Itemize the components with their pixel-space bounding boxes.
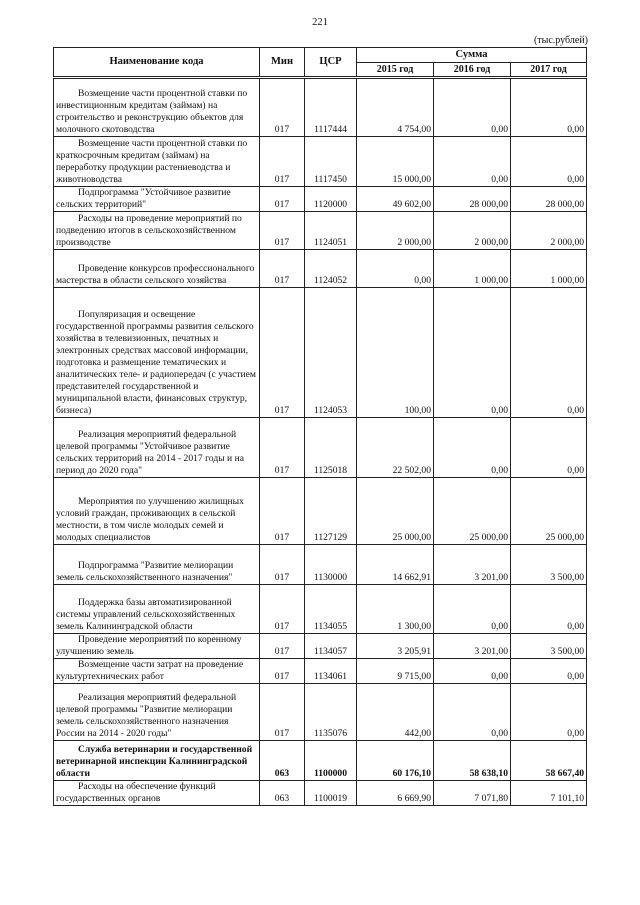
header-csr: ЦСР xyxy=(305,48,357,78)
row-name xyxy=(54,741,260,781)
row-csr-code: 1124051 xyxy=(305,212,357,250)
table-row xyxy=(54,545,587,585)
row-sum-2016: 25 000,00 xyxy=(434,478,511,545)
row-sum-2017: 0,00 xyxy=(511,137,587,187)
row-sum-2017: 2 000,00 xyxy=(511,212,587,250)
table-row xyxy=(54,585,587,634)
row-sum-2015: 2 000,00 xyxy=(357,212,434,250)
row-name-text: Проведение мероприятий по коренному улучшению земель xyxy=(56,634,242,657)
row-name-text: Подпрограмма "Устойчивое развитие сельских территорий" xyxy=(56,187,231,210)
row-csr-code: 1117450 xyxy=(305,137,357,187)
budget-table xyxy=(53,47,587,806)
header-year-2016: 2016 год xyxy=(434,63,511,78)
row-ministry: 017 xyxy=(260,545,305,585)
row-name xyxy=(54,250,260,288)
row-sum-2017: 0,00 xyxy=(511,288,587,418)
row-csr-code: 1117444 xyxy=(305,78,357,137)
table-row xyxy=(54,781,587,806)
row-sum-2016: 1 000,00 xyxy=(434,250,511,288)
row-sum-2016: 0,00 xyxy=(434,659,511,684)
row-sum-2016: 3 201,00 xyxy=(434,545,511,585)
row-ministry: 017 xyxy=(260,137,305,187)
row-sum-2015: 49 602,00 xyxy=(357,187,434,212)
row-sum-2017: 1 000,00 xyxy=(511,250,587,288)
row-name-text: Служба ветеринарии и государственной ветеринарной инспекции Калининградской области xyxy=(56,744,253,779)
header-sum: Сумма xyxy=(357,48,587,63)
row-csr-code: 1124053 xyxy=(305,288,357,418)
table-row xyxy=(54,212,587,250)
row-sum-2016: 2 000,00 xyxy=(434,212,511,250)
table-row xyxy=(54,78,587,137)
row-ministry: 017 xyxy=(260,585,305,634)
row-csr-code: 1134057 xyxy=(305,634,357,659)
table-row xyxy=(54,250,587,288)
row-sum-2015: 25 000,00 xyxy=(357,478,434,545)
row-name xyxy=(54,137,260,187)
row-ministry: 063 xyxy=(260,781,305,806)
row-sum-2015: 14 662,91 xyxy=(357,545,434,585)
row-ministry: 017 xyxy=(260,634,305,659)
row-ministry: 017 xyxy=(260,418,305,478)
row-name xyxy=(54,634,260,659)
row-name-text: Расходы на проведение мероприятий по подведению итогов в сельскохозяйственном производстве xyxy=(56,213,242,248)
header-year-2015: 2015 год xyxy=(357,63,434,78)
row-name-text: Проведение конкурсов профессионального мастерства в области сельского хозяйства xyxy=(56,263,255,286)
row-sum-2016: 0,00 xyxy=(434,585,511,634)
row-name xyxy=(54,659,260,684)
row-csr-code: 1134055 xyxy=(305,585,357,634)
row-sum-2015: 22 502,00 xyxy=(357,418,434,478)
table-row xyxy=(54,137,587,187)
row-csr-code: 1125018 xyxy=(305,418,357,478)
row-sum-2015: 15 000,00 xyxy=(357,137,434,187)
table-row xyxy=(54,418,587,478)
row-sum-2017: 3 500,00 xyxy=(511,634,587,659)
row-name-text: Популяризация и освещение государственной программы развития сельского хозяйства в телевизионных, печатных и электронных средствах массовой информации, подготовка и размещение тематических и аналитических теле- и радиопередач (с участием представителей государственной и муниципальной власти, финансовых структур, бизнеса) xyxy=(56,309,256,416)
row-name xyxy=(54,781,260,806)
row-ministry: 017 xyxy=(260,250,305,288)
row-ministry: 017 xyxy=(260,187,305,212)
row-sum-2016: 3 201,00 xyxy=(434,634,511,659)
row-sum-2016: 28 000,00 xyxy=(434,187,511,212)
row-ministry: 017 xyxy=(260,478,305,545)
row-sum-2017: 0,00 xyxy=(511,78,587,137)
row-sum-2017: 0,00 xyxy=(511,418,587,478)
row-name xyxy=(54,187,260,212)
row-sum-2016: 7 071,80 xyxy=(434,781,511,806)
row-name xyxy=(54,585,260,634)
row-sum-2015: 4 754,00 xyxy=(357,78,434,137)
row-name xyxy=(54,78,260,137)
table-row xyxy=(54,659,587,684)
table-row xyxy=(54,634,587,659)
row-sum-2016: 0,00 xyxy=(434,684,511,741)
row-sum-2015: 0,00 xyxy=(357,250,434,288)
row-csr-code: 1134061 xyxy=(305,659,357,684)
row-name xyxy=(54,288,260,418)
units-label: (тыс.рублей) xyxy=(533,35,588,46)
row-sum-2016: 58 638,10 xyxy=(434,741,511,781)
row-csr-code: 1100000 xyxy=(305,741,357,781)
row-sum-2015: 100,00 xyxy=(357,288,434,418)
row-sum-2015: 9 715,00 xyxy=(357,659,434,684)
row-name xyxy=(54,545,260,585)
row-sum-2017: 0,00 xyxy=(511,659,587,684)
row-ministry: 063 xyxy=(260,741,305,781)
row-ministry: 017 xyxy=(260,684,305,741)
row-sum-2015: 60 176,10 xyxy=(357,741,434,781)
header-year-2017: 2017 год xyxy=(511,63,587,78)
page-number: 221 xyxy=(312,17,328,28)
row-csr-code: 1127129 xyxy=(305,478,357,545)
table-row xyxy=(54,684,587,741)
row-ministry: 017 xyxy=(260,78,305,137)
row-name-text: Поддержка базы автоматизированной системы управлений сельскохозяйственных земель Калининградской области xyxy=(56,597,236,632)
row-name xyxy=(54,478,260,545)
row-csr-code: 1124052 xyxy=(305,250,357,288)
row-name-text: Возмещение части затрат на проведение культуртехнических работ xyxy=(56,659,244,682)
row-sum-2017: 3 500,00 xyxy=(511,545,587,585)
row-sum-2017: 0,00 xyxy=(511,585,587,634)
row-sum-2016: 0,00 xyxy=(434,78,511,137)
row-name-text: Мероприятия по улучшению жилищных условий граждан, проживающих в сельской местности, в том числе молодых семей и молодых специалистов xyxy=(56,496,244,543)
header-name: Наименование кода xyxy=(54,48,260,78)
row-sum-2015: 442,00 xyxy=(357,684,434,741)
row-sum-2015: 1 300,00 xyxy=(357,585,434,634)
table-row xyxy=(54,187,587,212)
table-row xyxy=(54,288,587,418)
row-sum-2016: 0,00 xyxy=(434,137,511,187)
row-sum-2017: 25 000,00 xyxy=(511,478,587,545)
row-csr-code: 1120000 xyxy=(305,187,357,212)
row-name-text: Расходы на обеспечение функций государственных органов xyxy=(56,781,216,804)
table-row xyxy=(54,478,587,545)
row-name xyxy=(54,684,260,741)
row-name xyxy=(54,212,260,250)
row-sum-2016: 0,00 xyxy=(434,418,511,478)
row-sum-2017: 28 000,00 xyxy=(511,187,587,212)
row-ministry: 017 xyxy=(260,288,305,418)
row-name-text: Возмещение части процентной ставки по краткосрочным кредитам (займам) на переработку продукции растениеводства и животноводства xyxy=(56,138,248,185)
row-name-text: Реализация мероприятий федеральной целевой программы "Развитие мелиорации земель сельскохозяйственного назначения России на 2014 - 2020 годы" xyxy=(56,692,237,739)
row-name-text: Реализация мероприятий федеральной целевой программы "Устойчивое развитие сельских территорий на 2014 - 2017 годы и на период до 2020 года" xyxy=(56,429,244,476)
row-name-text: Возмещение части процентной ставки по инвестиционным кредитам (займам) на строительство и реконструкцию объектов для молочного скотоводства xyxy=(56,88,248,135)
row-sum-2017: 0,00 xyxy=(511,684,587,741)
row-sum-2017: 58 667,40 xyxy=(511,741,587,781)
table-row xyxy=(54,741,587,781)
row-csr-code: 1130000 xyxy=(305,545,357,585)
row-sum-2017: 7 101,10 xyxy=(511,781,587,806)
row-name xyxy=(54,418,260,478)
row-ministry: 017 xyxy=(260,212,305,250)
row-sum-2016: 0,00 xyxy=(434,288,511,418)
header-min: Мин xyxy=(260,48,305,78)
row-sum-2015: 6 669,90 xyxy=(357,781,434,806)
row-csr-code: 1135076 xyxy=(305,684,357,741)
row-name-text: Подпрограмма "Развитие мелиорации земель сельскохозяйственного назначения" xyxy=(56,560,234,583)
row-ministry: 017 xyxy=(260,659,305,684)
row-sum-2015: 3 205,91 xyxy=(357,634,434,659)
row-csr-code: 1100019 xyxy=(305,781,357,806)
